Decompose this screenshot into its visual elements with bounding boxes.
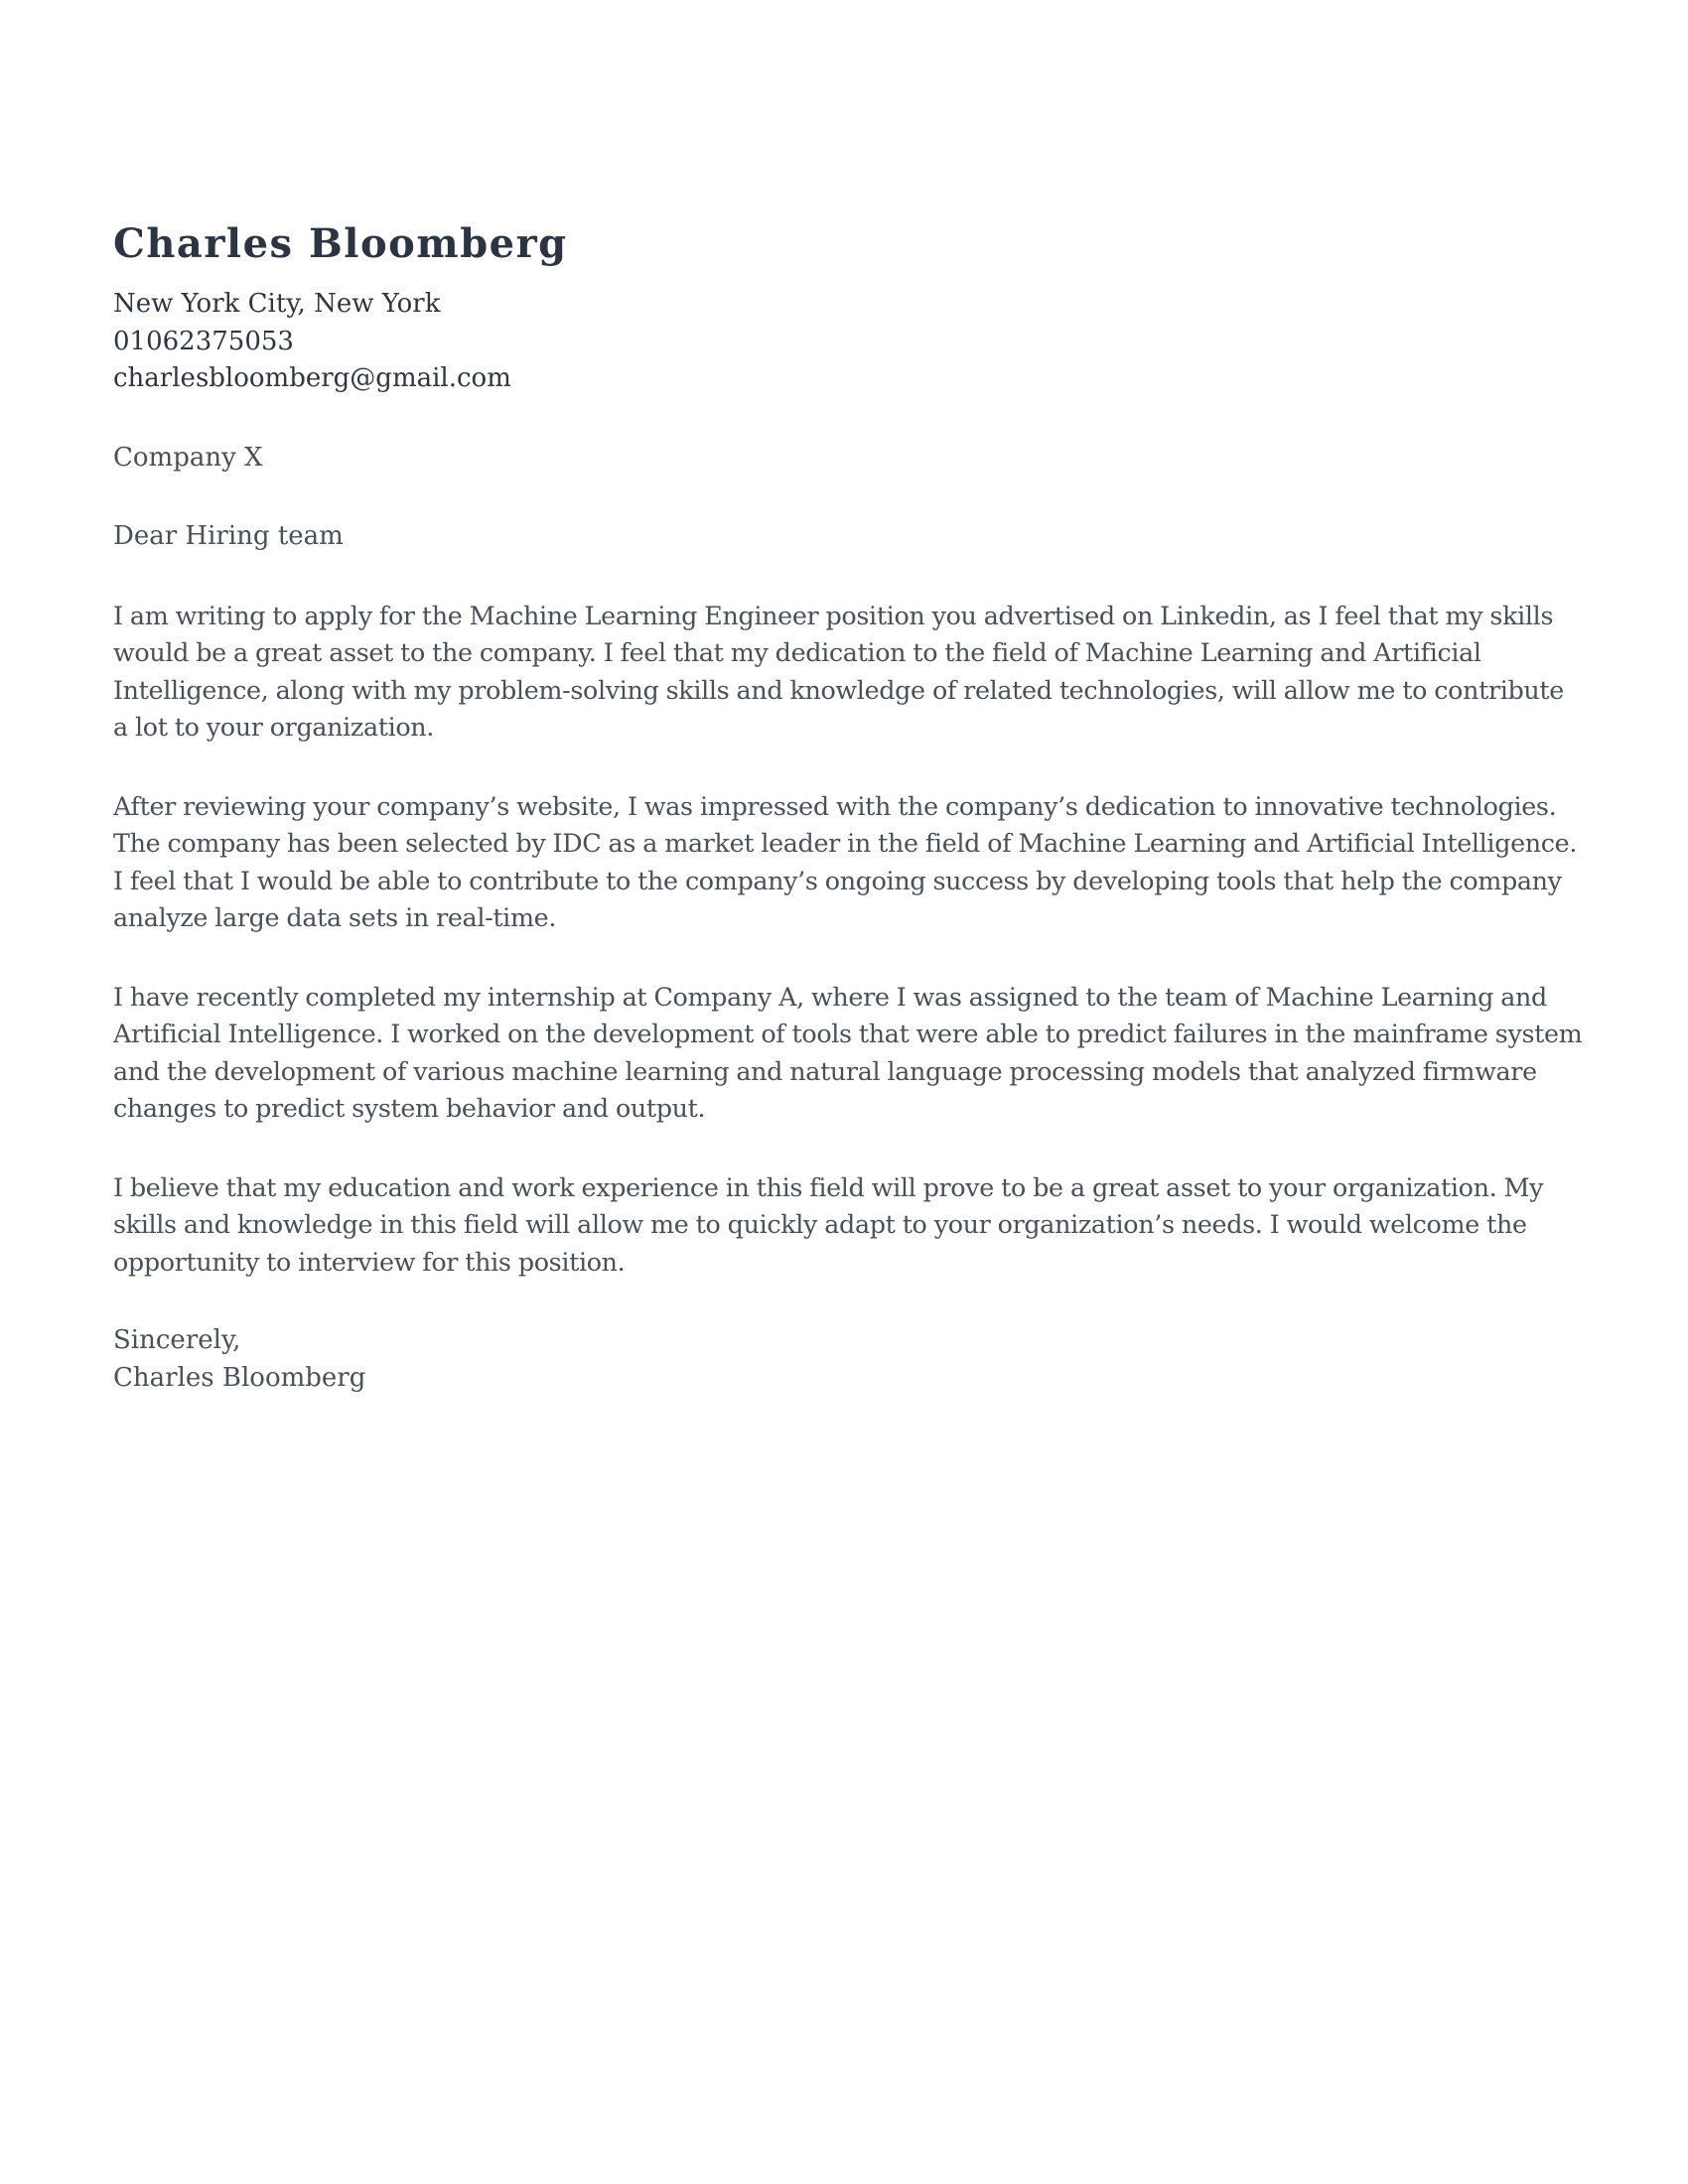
- sender-contact: [113, 286, 1583, 398]
- body-paragraph-4: I believe that my education and work experience in this field will prove to be a great asset to your organization. My skills and knowledge in this field will allow me to quickly adapt to your organization’s needs. I would welcome the opportunity to interview for this position.: [113, 1171, 1544, 1277]
- body-paragraph-3: I have recently completed my internship at Company A, where I was assigned to the team of Machine Learning and Artificial Intelligence. I worked on the development of tools that were able to predict failures in the mainframe system and the development of various machine learning and natural language processing models that analyzed firmware changes to predict system behavior and output.: [113, 981, 1583, 1123]
- salutation: Dear Hiring team: [113, 521, 344, 551]
- signature: Charles Bloomberg: [113, 1362, 366, 1393]
- sender-location: New York City, New York: [113, 289, 441, 319]
- body-paragraph-2: After reviewing your company’s website, I was impressed with the company’s dedication to innovative technologies. The company has been selected by IDC as a market leader in the field of Machine Learning and Artificial Intelligence. I feel that I would be able to contribute to the company’s ongoing success by developing tools that help the company analyze large data sets in real-time.: [113, 790, 1578, 932]
- sender-email: charlesbloomberg@gmail.com: [113, 363, 511, 393]
- sender-phone: 01062375053: [113, 326, 294, 356]
- closing: [113, 1322, 1583, 1397]
- recipient-company: Company X: [113, 442, 263, 473]
- body-paragraph-1: I am writing to apply for the Machine Learning Engineer position you advertised on Linkedin, as I feel that my skills would be a great asset to the company. I feel that my dedication to the field of Machine Learning and Artificial Intelligence, along with my problem-solving skills and knowledge of related technologies, will allow me to contribute a lot to your organization.: [113, 600, 1564, 742]
- cover-letter: [113, 216, 1583, 1397]
- sender-name: Charles Bloomberg: [113, 220, 568, 267]
- valediction: Sincerely,: [113, 1325, 241, 1355]
